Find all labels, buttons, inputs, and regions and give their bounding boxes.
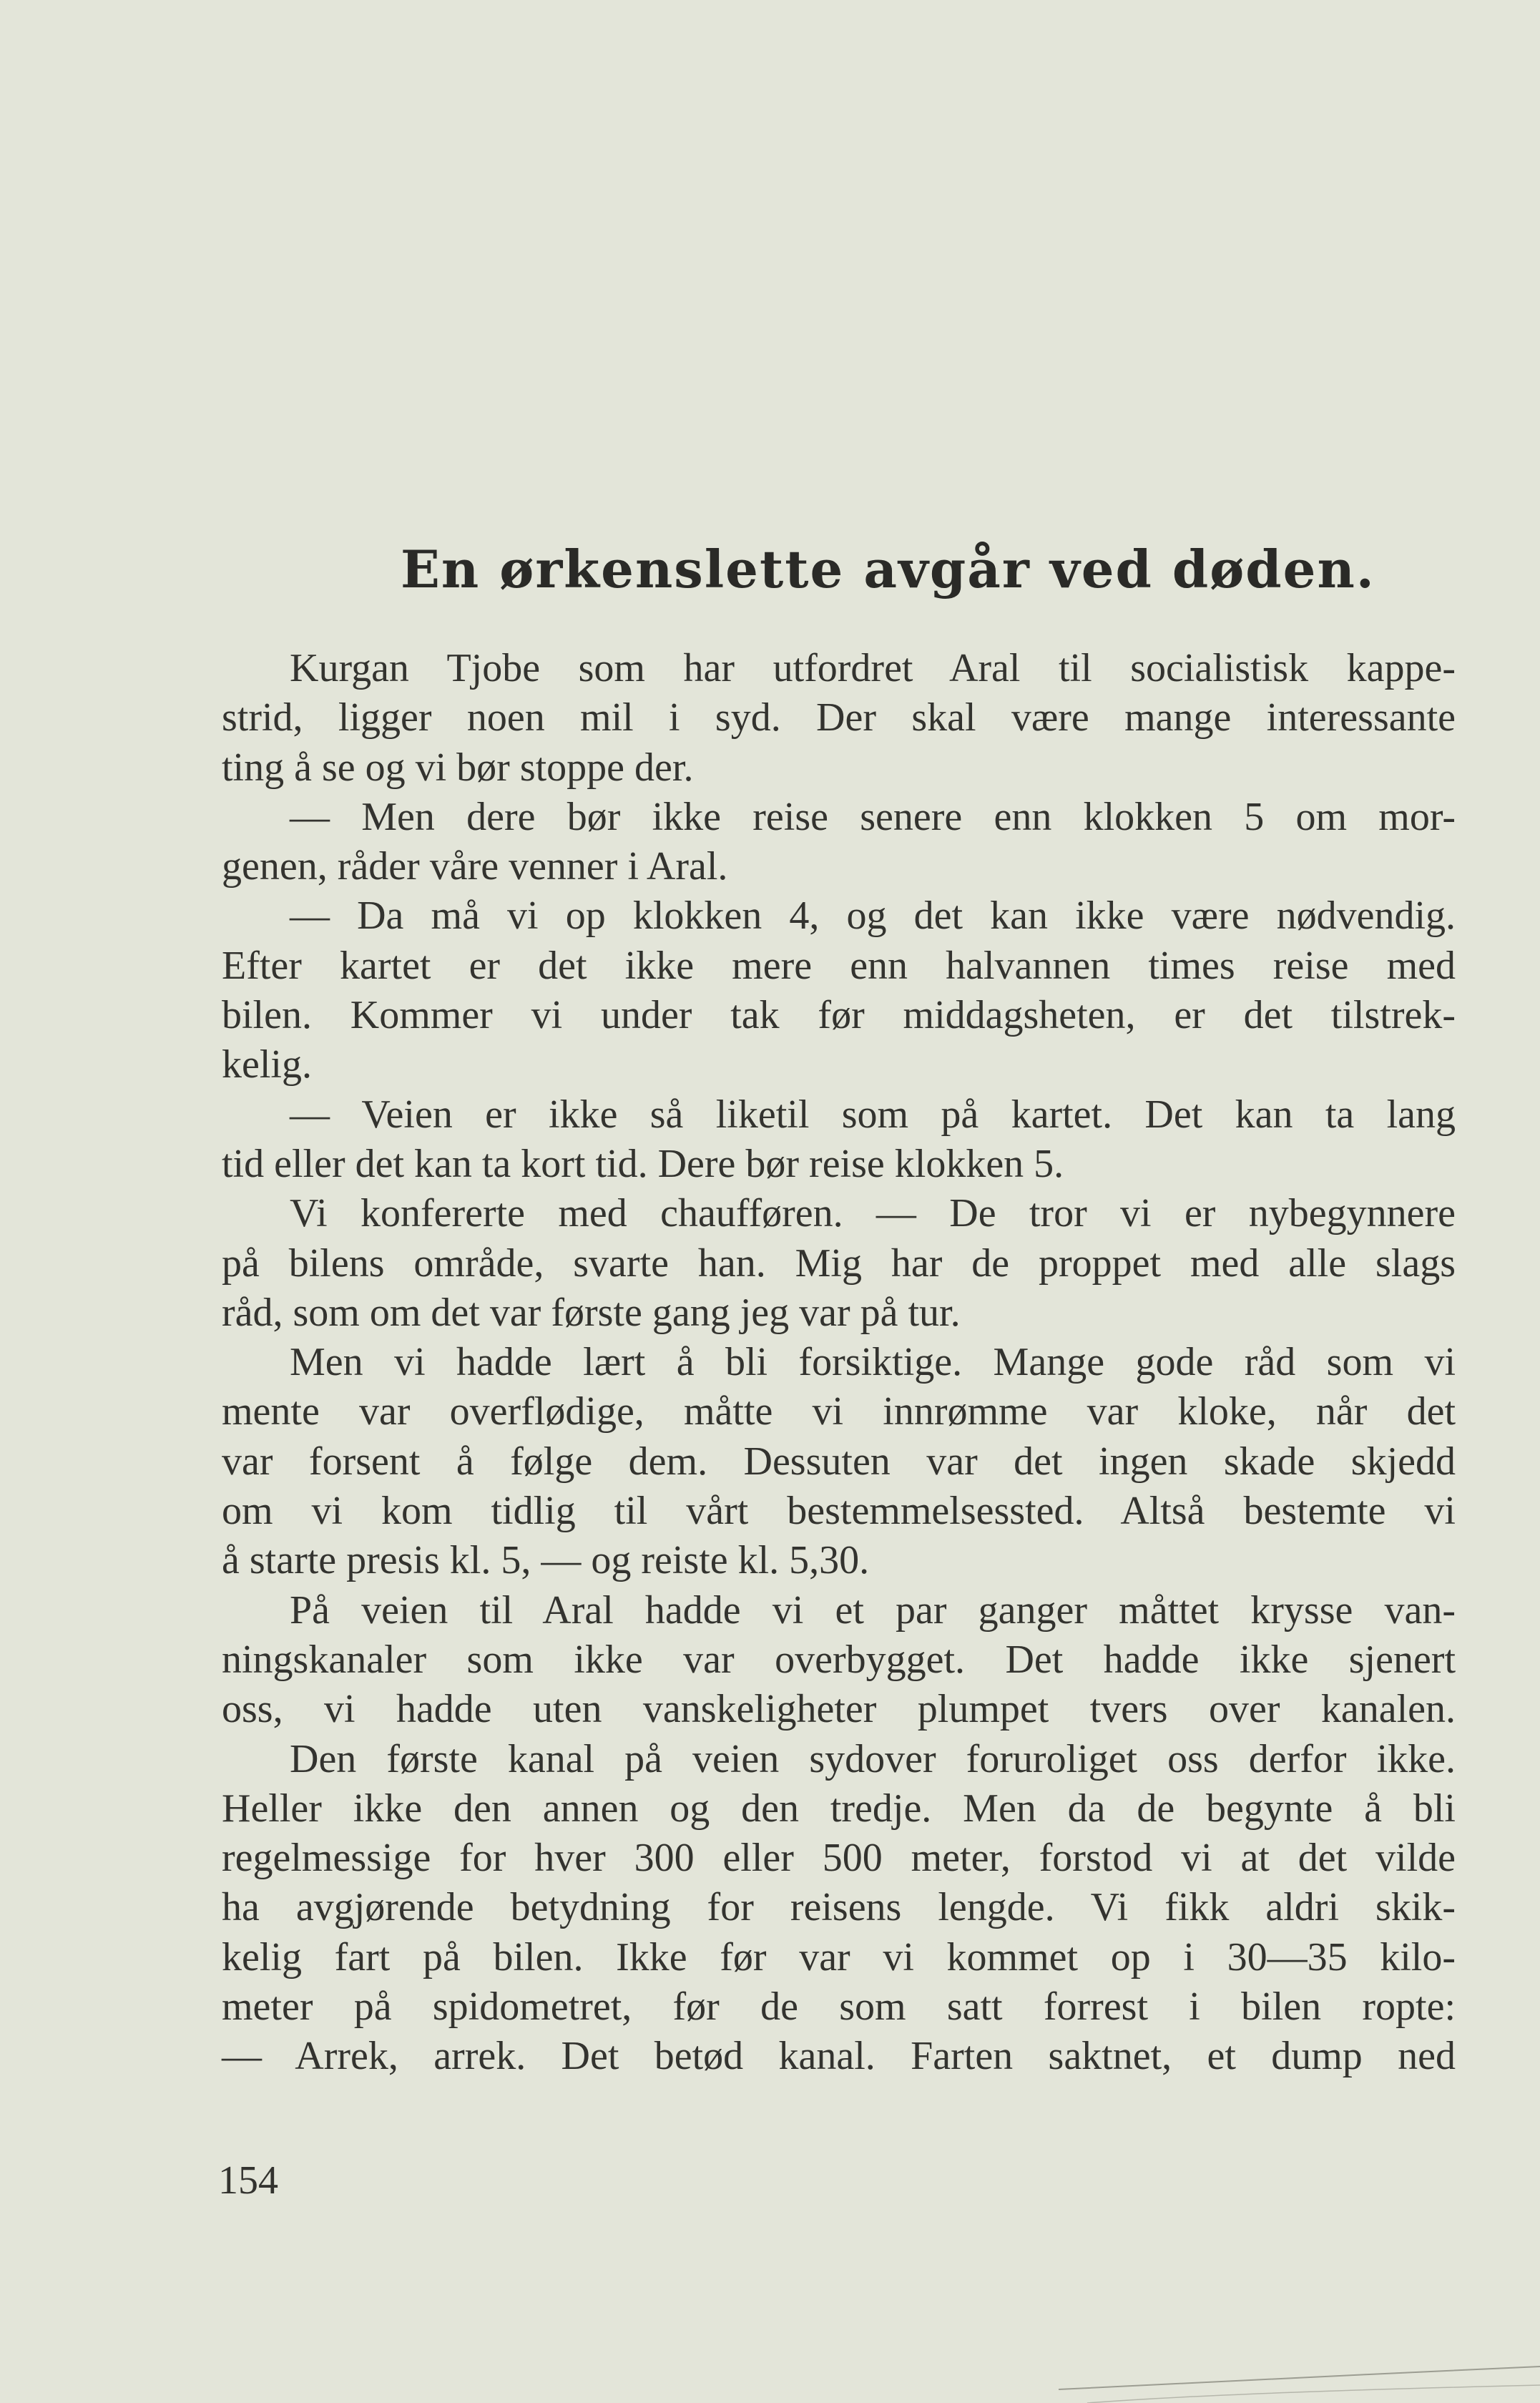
text-line: Den første kanal på veien sydover foruroliget oss derfor ikke. — [290, 1736, 1456, 1781]
text-line: bilen. Kommer vi under tak før middagsheten, er det tilstrek- — [222, 993, 1456, 1038]
text-line: — Veien er ikke så liketil som på kartet. Det kan ta lang — [290, 1092, 1456, 1137]
text-line: ningskanaler som ikke var overbygget. Det hadde ikke sjenert — [222, 1637, 1456, 1682]
text-line: råd, som om det var første gang jeg var på tur. — [222, 1290, 961, 1335]
text-line: ting å se og vi bør stoppe der. — [222, 745, 694, 790]
text-line: om vi kom tidlig til vårt bestemmelsessted. Altså bestemte vi — [222, 1489, 1456, 1534]
text-line: kelig fart på bilen. Ikke før var vi kommet op i 30—35 kilo- — [222, 1934, 1456, 1979]
text-line: mente var overflødige, måtte vi innrømme var kloke, når det — [222, 1389, 1456, 1434]
text-line: å starte presis kl. 5, — og reiste kl. 5,30. — [222, 1538, 870, 1583]
text-line: Heller ikke den annen og den tredje. Men da de begynte å bli — [222, 1786, 1456, 1831]
text-line: — Arrek, arrek. Det betød kanal. Farten saktnet, et dump ned — [222, 2034, 1456, 2079]
text-line: Efter kartet er det ikke mere enn halvannen times reise med — [222, 943, 1456, 988]
text-line: var forsent å følge dem. Dessuten var det ingen skade skjedd — [222, 1439, 1456, 1484]
text-line: meter på spidometret, før de som satt forrest i bilen ropte: — [222, 1984, 1456, 2030]
text-line: strid, ligger noen mil i syd. Der skal være mange interessante — [222, 695, 1456, 740]
page-corner-curl — [1059, 2361, 1540, 2403]
text-line: oss, vi hadde uten vanskeligheter plumpet tvers over kanalen. — [222, 1687, 1456, 1732]
text-line: — Men dere bør ikke reise senere enn klokken 5 om mor- — [290, 794, 1456, 839]
text-line: regelmessige for hver 300 eller 500 meter, forstod vi at det vilde — [222, 1836, 1456, 1881]
text-line: Kurgan Tjobe som har utfordret Aral til socialistisk kappe- — [290, 646, 1456, 690]
text-line: på bilens område, svarte han. Mig har de proppet med alle slags — [222, 1240, 1456, 1286]
text-line: tid eller det kan ta kort tid. Dere bør reise klokken 5. — [222, 1141, 1064, 1186]
text-line: Men vi hadde lært å bli forsiktige. Mange gode råd som vi — [290, 1340, 1456, 1385]
page-number: 154 — [218, 2158, 278, 2203]
text-line: kelig. — [222, 1042, 312, 1087]
text-line: genen, råder våre venner i Aral. — [222, 844, 728, 889]
text-line: ha avgjørende betydning for reisens lengde. Vi fikk aldri skik- — [222, 1885, 1456, 1930]
chapter-title: En ørkenslette avgår ved døden. — [401, 539, 1375, 599]
body-text — [222, 644, 1456, 2082]
text-line: — Da må vi op klokken 4, og det kan ikke være nødvendig. — [290, 894, 1456, 939]
text-line: Vi konfererte med chaufføren. — De tror vi er nybegynnere — [290, 1191, 1456, 1236]
text-line: På veien til Aral hadde vi et par ganger måttet krysse van- — [290, 1587, 1456, 1633]
